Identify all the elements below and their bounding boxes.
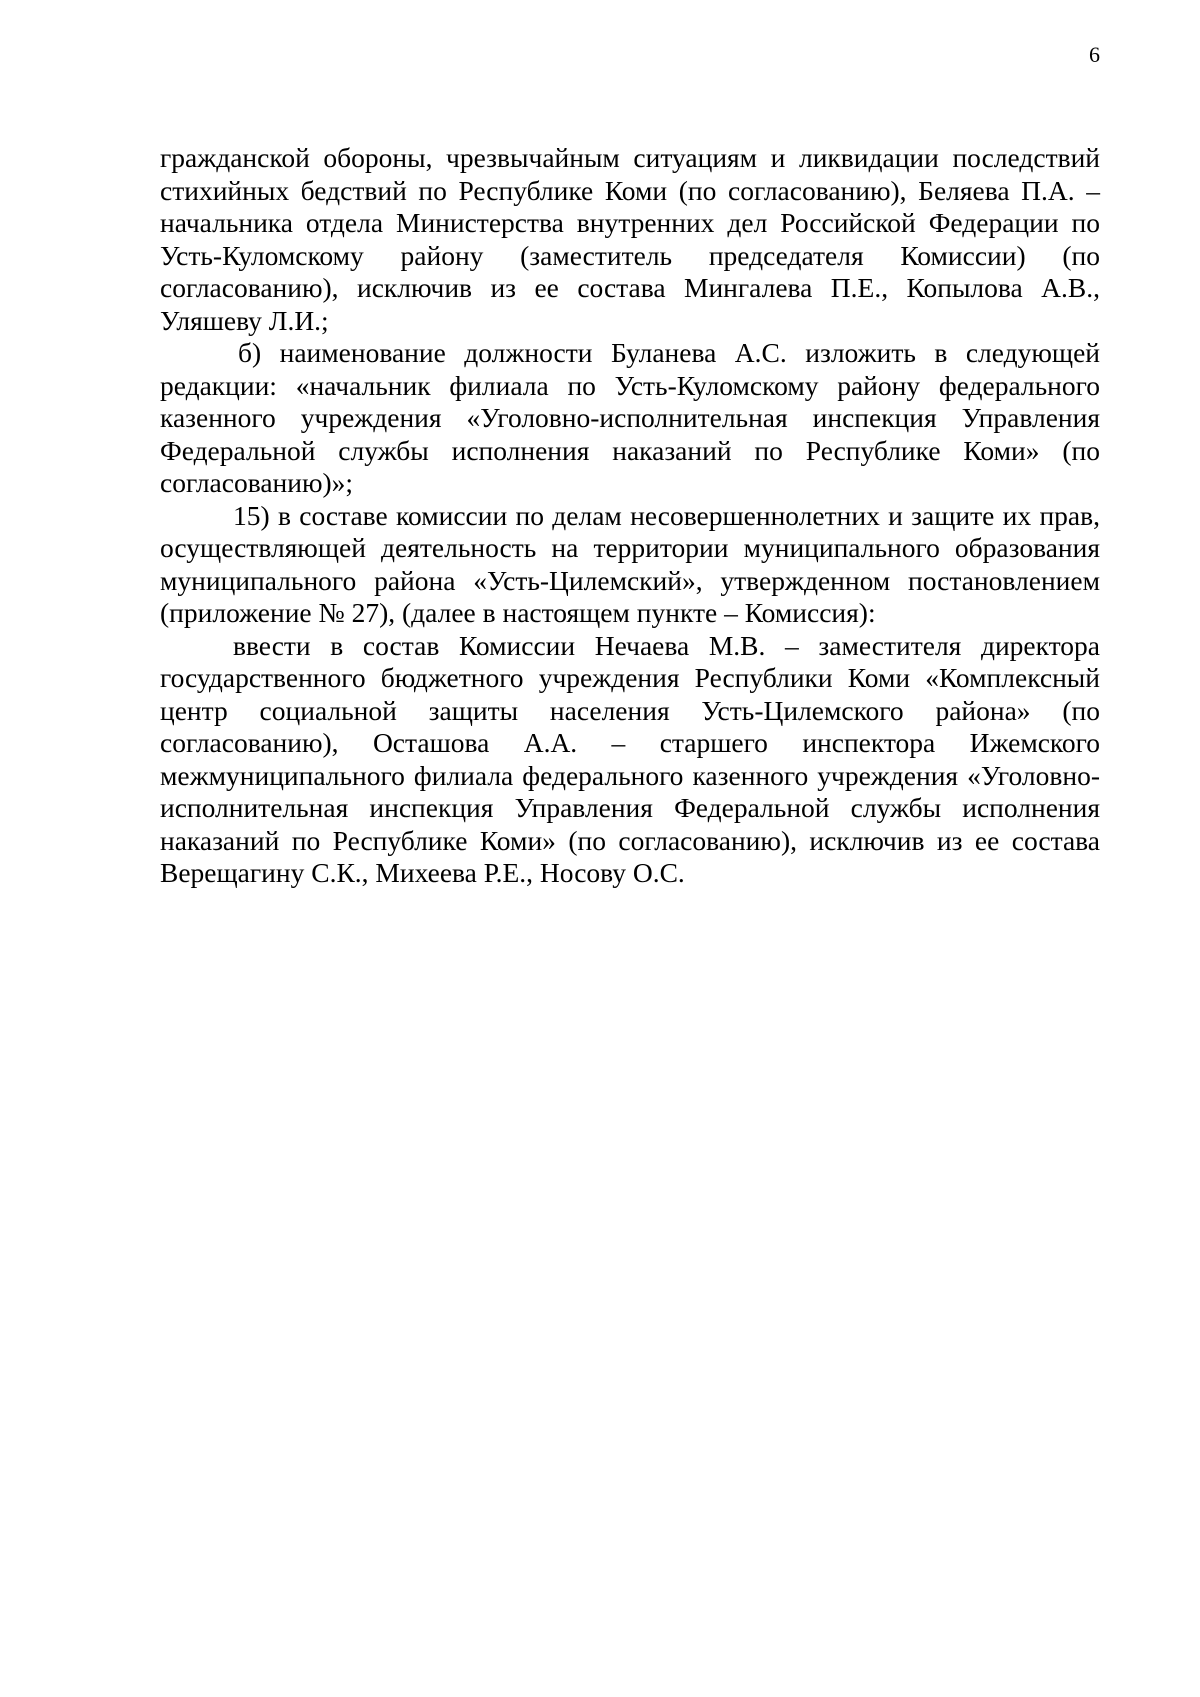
paragraph-item-15: 15) в составе комиссии по делам несовершеннолетних и защите их прав, осуществляющей деятельность на территории муниципального образования муниципального района «Усть-Цилемский», утвержденном постановлением (приложение № 27), (далее в настоящем пункте – Комиссия): xyxy=(160,499,1100,628)
document-body xyxy=(160,142,1100,890)
paragraph-continuation: гражданской обороны, чрезвычайным ситуациям и ликвидации последствий стихийных бедствий по Республике Коми (по согласованию), Беляева П.А. – начальника отдела Министерства внутренних дел Российской Федерации по Усть-Куломскому району (заместитель председателя Комиссии) (по согласованию), исключив из ее состава Мингалева П.Е., Копылова А.В., Уляшеву Л.И.; xyxy=(160,142,1100,336)
paragraph-item-b: б) наименование должности Буланева А.С. изложить в следующей редакции: «начальник филиала по Усть-Куломскому району федерального казенного учреждения «Уголовно-исполнительная инспекция Управления Федеральной службы исполнения наказаний по Республике Коми» (по согласованию)»; xyxy=(160,337,1100,498)
page-number: 6 xyxy=(1089,42,1100,67)
paragraph-introduce-members: ввести в состав Комиссии Нечаева М.В. – заместителя директора государственного бюджетного учреждения Республики Коми «Комплексный центр социальной защиты населения Усть-Цилемского района» (по согласованию), Осташова А.А. – старшего инспектора Ижемского межмуниципального филиала федерального казенного учреждения «Уголовно-исполнительная инспекция Управления Федеральной службы исполнения наказаний по Республике Коми» (по согласованию), исключив из ее состава Верещагину С.К., Михеева Р.Е., Носову О.С. xyxy=(160,629,1100,888)
